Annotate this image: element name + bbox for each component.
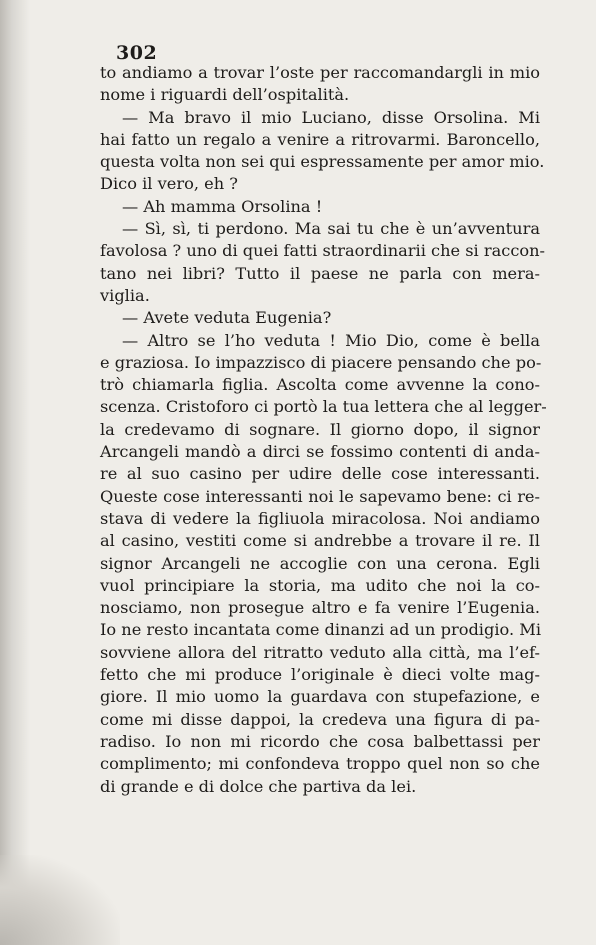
text-line: — Ah mamma Orsolina ! bbox=[122, 196, 323, 216]
text-line: — Sì, sì, ti perdono. Ma sai tu che è un’avventura bbox=[122, 219, 540, 239]
text-line: hai fatto un regalo a venire a ritrovarmi. Baroncello, bbox=[100, 129, 540, 149]
text-line: re al suo casino per udire delle cose interessanti. bbox=[100, 464, 540, 484]
text-line: viglia. bbox=[100, 285, 150, 305]
text-line: complimento; mi confondeva troppo quel non so che bbox=[100, 754, 540, 774]
page-number: 302 bbox=[116, 42, 158, 64]
text-line: nome i riguardi dell’ospitalità. bbox=[100, 85, 350, 105]
text-line: vuol principiare la storia, ma udito che noi la co- bbox=[100, 575, 540, 595]
text-line: stava di vedere la figliuola miracolosa. Noi andiamo bbox=[100, 508, 540, 528]
text-line: — Avete veduta Eugenia? bbox=[122, 308, 332, 328]
text-line: Arcangeli mandò a dirci se fossimo contenti di anda- bbox=[100, 442, 540, 462]
text-line: scenza. Cristoforo ci portò la tua lettera che al legger- bbox=[100, 397, 547, 417]
text-line: tano nei libri? Tutto il paese ne parla con mera- bbox=[100, 263, 540, 283]
text-line: Queste cose interessanti noi le sapevamo bene: ci re- bbox=[100, 486, 540, 506]
page-corner-shade bbox=[0, 855, 120, 945]
text-line: to andiamo a trovar l’oste per raccomandargli in mio bbox=[100, 63, 540, 82]
text-line: fetto che mi produce l’originale è dieci volte mag- bbox=[100, 665, 540, 685]
text-line: di grande e di dolce che partiva da lei. bbox=[100, 776, 417, 796]
text-line: questa volta non sei qui espressamente per amor mio. bbox=[100, 152, 545, 172]
text-line: giore. Il mio uomo la guardava con stupefazione, e bbox=[100, 687, 540, 707]
text-line: sovviene allora del ritratto veduto alla città, ma l’ef- bbox=[100, 642, 540, 662]
text-line: — Ma bravo il mio Luciano, disse Orsolina. Mi bbox=[122, 107, 540, 127]
text-line: — Altro se l’ho veduta ! Mio Dio, come è bella bbox=[122, 330, 540, 350]
body-text bbox=[100, 62, 547, 798]
text-line: al casino, vestiti come si andrebbe a trovare il re. Il bbox=[100, 531, 540, 551]
text-line: come mi disse dappoi, la credeva una figura di pa- bbox=[100, 709, 540, 729]
text-line: Dico il vero, eh ? bbox=[100, 174, 238, 194]
text-line: radiso. Io non mi ricordo che cosa balbettassi per bbox=[100, 731, 540, 751]
text-line: signor Arcangeli ne accoglie con una cerona. Egli bbox=[100, 553, 540, 573]
text-line: nosciamo, non prosegue altro e fa venire l’Eugenia. bbox=[100, 598, 540, 618]
text-line: trò chiamarla figlia. Ascolta come avvenne la cono- bbox=[100, 375, 540, 395]
text-line: la credevamo di sognare. Il giorno dopo, il signor bbox=[100, 419, 540, 439]
text-line: favolosa ? uno di quei fatti straordinarii che si raccon- bbox=[100, 241, 546, 261]
text-line: Io ne resto incantata come dinanzi ad un prodigio. Mi bbox=[100, 620, 542, 640]
text-line: e graziosa. Io impazzisco di piacere pensando che po- bbox=[100, 352, 542, 372]
page-gutter-shadow bbox=[0, 0, 30, 945]
